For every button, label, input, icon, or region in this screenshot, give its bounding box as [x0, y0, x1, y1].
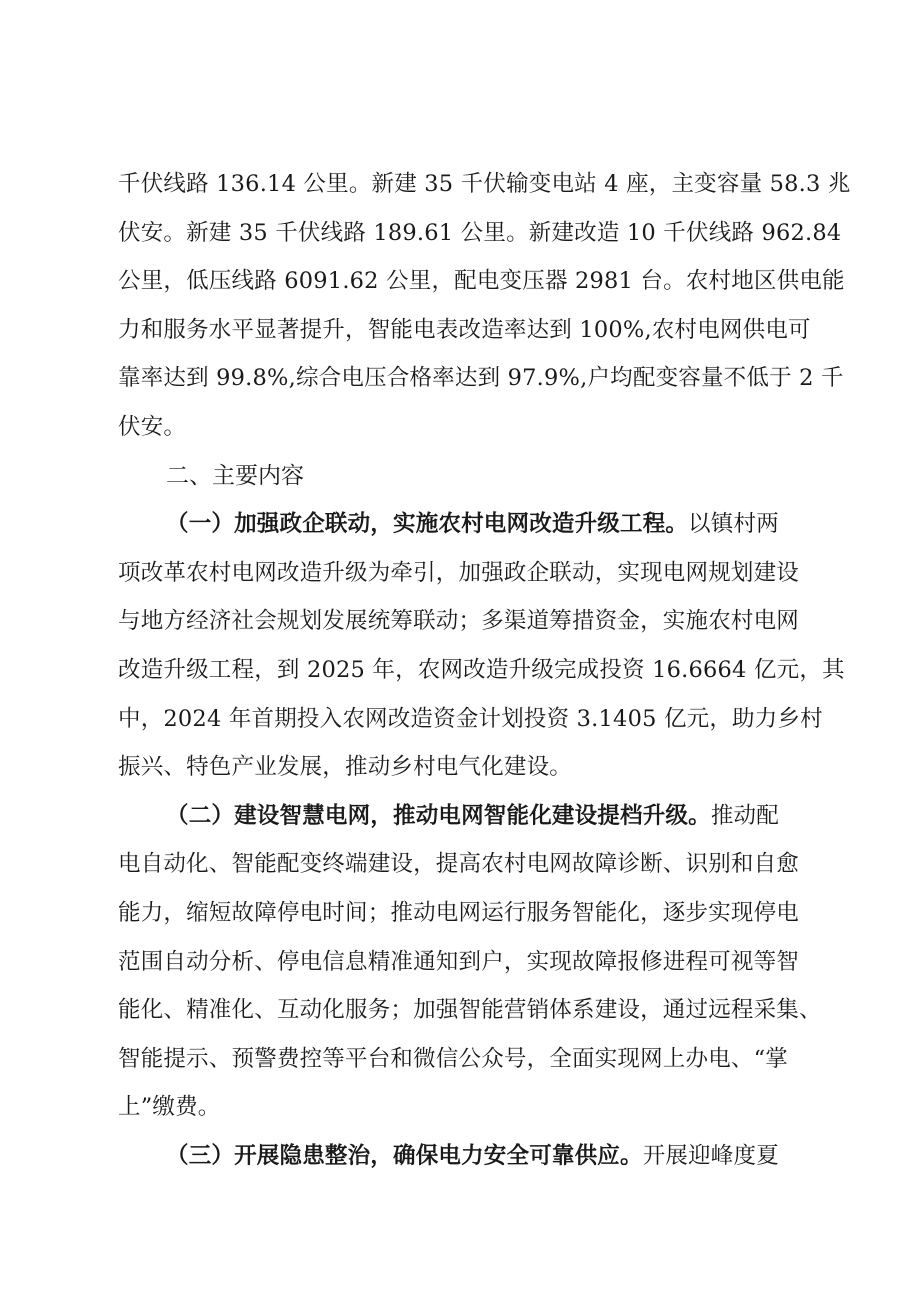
item-2-lead: （二）建设智慧电网，推动电网智能化建设提档升级。: [166, 803, 711, 829]
text-line: 靠率达到 99.8%,综合电压合格率达到 97.9%,户均配变容量不低于 2 千: [118, 365, 844, 391]
item-2-lead-rest: 推动配: [710, 803, 779, 829]
text-line: 能力，缩短故障停电时间；推动电网运行服务智能化，逐步实现停电: [118, 900, 800, 926]
text-line: 力和服务水平显著提升，智能电表改造率达到 100%,农村电网供电可: [118, 317, 811, 343]
item-3-first-line: [0, 1140, 920, 1172]
text-line: 与地方经济社会规划发展统筹联动；多渠道筹措资金，实施农村电网: [118, 608, 800, 634]
text-line: 伏安。新建 35 千伏线路 189.61 公里。新建改造 10 千伏线路 962.84: [118, 220, 842, 246]
item-1-first-line: [0, 508, 920, 540]
section-heading: 二、主要内容: [166, 463, 304, 489]
text-line: 智能提示、预警费控等平台和微信公众号，全面实现网上办电、“掌: [118, 1046, 789, 1072]
text-line: 电自动化、智能配变终端建设，提高农村电网故障诊断、识别和自愈: [118, 851, 800, 877]
item-3-lead: （三）开展隐患整治，确保电力安全可靠供应。: [166, 1143, 643, 1169]
item-1-lead: （一）加强政企联动，实施农村电网改造升级工程。: [166, 511, 689, 537]
text-line: 改造升级工程，到 2025 年，农网改造升级完成投资 16.6664 亿元，其: [118, 657, 845, 683]
text-line: 上”缴费。: [118, 1094, 221, 1120]
text-line: 范围自动分析、停电信息精准通知到户，实现故障报修进程可视等智: [118, 949, 800, 975]
text-line: 项改革农村电网改造升级为牵引，加强政企联动，实现电网规划建设: [118, 560, 800, 586]
text-line: 能化、精准化、互动化服务；加强智能营销体系建设，通过远程采集、: [118, 997, 822, 1023]
text-line: 伏安。: [118, 414, 187, 440]
text-line: 振兴、特色产业发展，推动乡村电气化建设。: [118, 754, 573, 780]
text-line: 公里，低压线路 6091.62 公里，配电变压器 2981 台。农村地区供电能: [118, 268, 845, 294]
item-2-first-line: [0, 800, 920, 832]
item-3-lead-rest: 开展迎峰度夏: [642, 1143, 779, 1169]
item-1-lead-rest: 以镇村两: [688, 511, 779, 537]
text-line: 中，2024 年首期投入农网改造资金计划投资 3.1405 亿元，助力乡村: [118, 706, 823, 732]
text-line: 千伏线路 136.14 公里。新建 35 千伏输变电站 4 座，主变容量 58.3 兆: [118, 171, 851, 197]
